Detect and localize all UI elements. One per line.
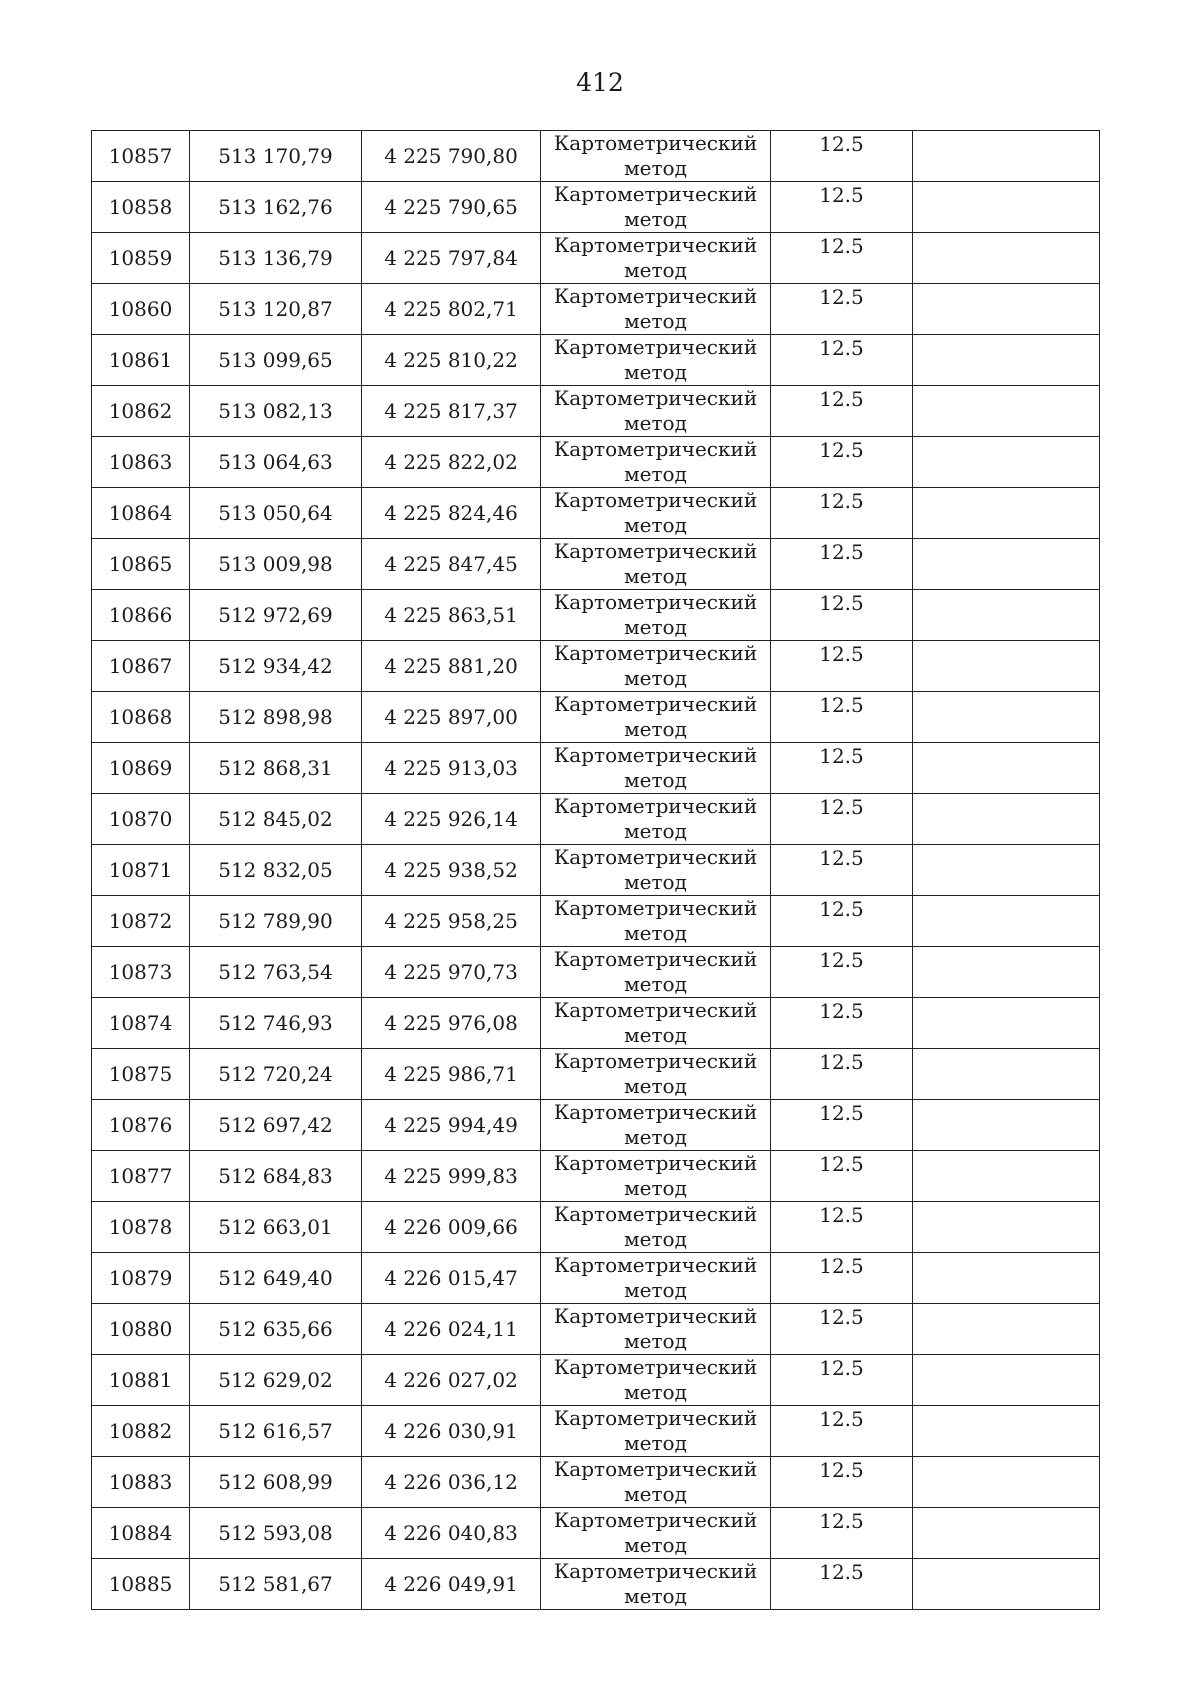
- method-line-2: метод: [624, 513, 687, 537]
- method-line-2: метод: [624, 1482, 687, 1506]
- accuracy-cell: 12.5: [771, 794, 913, 845]
- point-number-cell: 10876: [92, 1100, 190, 1151]
- method-line-1: Картометрический: [553, 437, 758, 461]
- method-line-1: Картометрический: [553, 1355, 758, 1379]
- point-number-cell: 10872: [92, 896, 190, 947]
- method-line-2: метод: [624, 360, 687, 384]
- method-line-1: Картометрический: [553, 1151, 758, 1175]
- method-cell: [541, 692, 771, 743]
- y-coordinate-cell: 4 225 958,25: [362, 896, 541, 947]
- point-number-cell: 10861: [92, 335, 190, 386]
- method-line-1: Картометрический: [553, 1559, 758, 1583]
- method-line-2: метод: [624, 1431, 687, 1455]
- method-line-1: Картометрический: [553, 182, 758, 206]
- note-cell: [913, 1457, 1100, 1508]
- x-coordinate-cell: 512 616,57: [190, 1406, 362, 1457]
- method-line-2: метод: [624, 1125, 687, 1149]
- y-coordinate-cell: 4 225 938,52: [362, 845, 541, 896]
- x-coordinate-cell: 513 136,79: [190, 233, 362, 284]
- table-row: [92, 641, 1100, 692]
- x-coordinate-cell: 513 162,76: [190, 182, 362, 233]
- table-row: [92, 743, 1100, 794]
- accuracy-cell: 12.5: [771, 539, 913, 590]
- table-row: [92, 1355, 1100, 1406]
- point-number-cell: 10873: [92, 947, 190, 998]
- method-line-1: Картометрический: [553, 641, 758, 665]
- method-line-2: метод: [624, 207, 687, 231]
- y-coordinate-cell: 4 225 881,20: [362, 641, 541, 692]
- point-number-cell: 10869: [92, 743, 190, 794]
- y-coordinate-cell: 4 226 030,91: [362, 1406, 541, 1457]
- accuracy-cell: 12.5: [771, 998, 913, 1049]
- page-number: 412: [576, 68, 624, 97]
- method-line-2: метод: [624, 258, 687, 282]
- x-coordinate-cell: 512 608,99: [190, 1457, 362, 1508]
- table-row: [92, 1151, 1100, 1202]
- method-line-1: Картометрический: [553, 233, 758, 257]
- table-row: [92, 1406, 1100, 1457]
- x-coordinate-cell: 512 868,31: [190, 743, 362, 794]
- x-coordinate-cell: 512 898,98: [190, 692, 362, 743]
- method-line-2: метод: [624, 1584, 687, 1608]
- method-line-2: метод: [624, 819, 687, 843]
- method-line-1: Картометрический: [553, 590, 758, 614]
- table-row: [92, 1100, 1100, 1151]
- method-line-2: метод: [624, 156, 687, 180]
- method-line-1: Картометрический: [553, 1457, 758, 1481]
- note-cell: [913, 1100, 1100, 1151]
- note-cell: [913, 1559, 1100, 1610]
- table-row: [92, 590, 1100, 641]
- point-number-cell: 10885: [92, 1559, 190, 1610]
- accuracy-cell: 12.5: [771, 131, 913, 182]
- point-number-cell: 10862: [92, 386, 190, 437]
- method-line-2: метод: [624, 411, 687, 435]
- method-line-1: Картометрический: [553, 743, 758, 767]
- table-row: [92, 947, 1100, 998]
- table-row: [92, 335, 1100, 386]
- method-cell: [541, 896, 771, 947]
- note-cell: [913, 437, 1100, 488]
- table-row: [92, 488, 1100, 539]
- method-cell: [541, 1508, 771, 1559]
- method-line-1: Картометрический: [553, 1100, 758, 1124]
- method-cell: [541, 335, 771, 386]
- y-coordinate-cell: 4 225 847,45: [362, 539, 541, 590]
- y-coordinate-cell: 4 225 926,14: [362, 794, 541, 845]
- y-coordinate-cell: 4 225 802,71: [362, 284, 541, 335]
- table-body: [92, 131, 1100, 1610]
- table-row: [92, 539, 1100, 590]
- method-line-2: метод: [624, 309, 687, 333]
- x-coordinate-cell: 513 082,13: [190, 386, 362, 437]
- x-coordinate-cell: 512 593,08: [190, 1508, 362, 1559]
- method-cell: [541, 1457, 771, 1508]
- accuracy-cell: 12.5: [771, 1559, 913, 1610]
- method-cell: [541, 437, 771, 488]
- point-number-cell: 10882: [92, 1406, 190, 1457]
- y-coordinate-cell: 4 226 040,83: [362, 1508, 541, 1559]
- method-line-2: метод: [624, 1380, 687, 1404]
- point-number-cell: 10864: [92, 488, 190, 539]
- point-number-cell: 10871: [92, 845, 190, 896]
- method-line-1: Картометрический: [553, 794, 758, 818]
- y-coordinate-cell: 4 225 810,22: [362, 335, 541, 386]
- table-row: [92, 1508, 1100, 1559]
- table-row: [92, 1253, 1100, 1304]
- method-cell: [541, 1355, 771, 1406]
- note-cell: [913, 590, 1100, 641]
- point-number-cell: 10866: [92, 590, 190, 641]
- table-row: [92, 131, 1100, 182]
- y-coordinate-cell: 4 225 790,65: [362, 182, 541, 233]
- note-cell: [913, 1355, 1100, 1406]
- method-cell: [541, 998, 771, 1049]
- accuracy-cell: 12.5: [771, 896, 913, 947]
- note-cell: [913, 947, 1100, 998]
- method-cell: [541, 590, 771, 641]
- method-line-1: Картометрический: [553, 845, 758, 869]
- x-coordinate-cell: 512 789,90: [190, 896, 362, 947]
- point-number-cell: 10868: [92, 692, 190, 743]
- note-cell: [913, 182, 1100, 233]
- method-line-2: метод: [624, 666, 687, 690]
- method-cell: [541, 1559, 771, 1610]
- note-cell: [913, 1151, 1100, 1202]
- note-cell: [913, 488, 1100, 539]
- x-coordinate-cell: 513 099,65: [190, 335, 362, 386]
- accuracy-cell: 12.5: [771, 1253, 913, 1304]
- y-coordinate-cell: 4 225 817,37: [362, 386, 541, 437]
- x-coordinate-cell: 512 763,54: [190, 947, 362, 998]
- point-number-cell: 10877: [92, 1151, 190, 1202]
- method-line-2: метод: [624, 768, 687, 792]
- y-coordinate-cell: 4 226 049,91: [362, 1559, 541, 1610]
- accuracy-cell: 12.5: [771, 284, 913, 335]
- x-coordinate-cell: 513 170,79: [190, 131, 362, 182]
- y-coordinate-cell: 4 226 036,12: [362, 1457, 541, 1508]
- method-line-1: Картометрический: [553, 1049, 758, 1073]
- accuracy-cell: 12.5: [771, 845, 913, 896]
- point-number-cell: 10867: [92, 641, 190, 692]
- table-row: [92, 1049, 1100, 1100]
- table-row: [92, 182, 1100, 233]
- x-coordinate-cell: 513 120,87: [190, 284, 362, 335]
- table-row: [92, 896, 1100, 947]
- method-line-1: Картометрический: [553, 284, 758, 308]
- method-line-2: метод: [624, 1176, 687, 1200]
- method-cell: [541, 1406, 771, 1457]
- note-cell: [913, 1202, 1100, 1253]
- x-coordinate-cell: 512 629,02: [190, 1355, 362, 1406]
- note-cell: [913, 233, 1100, 284]
- accuracy-cell: 12.5: [771, 1304, 913, 1355]
- table-row: [92, 1457, 1100, 1508]
- point-number-cell: 10883: [92, 1457, 190, 1508]
- y-coordinate-cell: 4 225 822,02: [362, 437, 541, 488]
- method-line-1: Картометрический: [553, 1508, 758, 1532]
- note-cell: [913, 743, 1100, 794]
- note-cell: [913, 1049, 1100, 1100]
- accuracy-cell: 12.5: [771, 1406, 913, 1457]
- note-cell: [913, 1508, 1100, 1559]
- accuracy-cell: 12.5: [771, 743, 913, 794]
- method-line-2: метод: [624, 1278, 687, 1302]
- accuracy-cell: 12.5: [771, 692, 913, 743]
- accuracy-cell: 12.5: [771, 1100, 913, 1151]
- x-coordinate-cell: 512 697,42: [190, 1100, 362, 1151]
- method-cell: [541, 1049, 771, 1100]
- accuracy-cell: 12.5: [771, 1457, 913, 1508]
- accuracy-cell: 12.5: [771, 233, 913, 284]
- method-line-2: метод: [624, 1329, 687, 1353]
- x-coordinate-cell: 512 663,01: [190, 1202, 362, 1253]
- x-coordinate-cell: 513 064,63: [190, 437, 362, 488]
- table-row: [92, 1559, 1100, 1610]
- note-cell: [913, 896, 1100, 947]
- accuracy-cell: 12.5: [771, 386, 913, 437]
- table-row: [92, 386, 1100, 437]
- accuracy-cell: 12.5: [771, 1151, 913, 1202]
- point-number-cell: 10857: [92, 131, 190, 182]
- table-row: [92, 437, 1100, 488]
- method-line-2: метод: [624, 564, 687, 588]
- x-coordinate-cell: 512 746,93: [190, 998, 362, 1049]
- method-line-1: Картометрический: [553, 998, 758, 1022]
- method-line-1: Картометрический: [553, 539, 758, 563]
- method-line-2: метод: [624, 717, 687, 741]
- y-coordinate-cell: 4 225 999,83: [362, 1151, 541, 1202]
- method-cell: [541, 233, 771, 284]
- y-coordinate-cell: 4 226 015,47: [362, 1253, 541, 1304]
- y-coordinate-cell: 4 225 863,51: [362, 590, 541, 641]
- method-cell: [541, 1304, 771, 1355]
- y-coordinate-cell: 4 225 913,03: [362, 743, 541, 794]
- accuracy-cell: 12.5: [771, 1202, 913, 1253]
- note-cell: [913, 1406, 1100, 1457]
- point-number-cell: 10865: [92, 539, 190, 590]
- note-cell: [913, 1304, 1100, 1355]
- accuracy-cell: 12.5: [771, 947, 913, 998]
- method-line-2: метод: [624, 870, 687, 894]
- method-cell: [541, 1253, 771, 1304]
- point-number-cell: 10884: [92, 1508, 190, 1559]
- method-line-1: Картометрический: [553, 896, 758, 920]
- point-number-cell: 10879: [92, 1253, 190, 1304]
- x-coordinate-cell: 512 934,42: [190, 641, 362, 692]
- note-cell: [913, 284, 1100, 335]
- method-cell: [541, 284, 771, 335]
- table-row: [92, 284, 1100, 335]
- method-cell: [541, 488, 771, 539]
- method-line-2: метод: [624, 1023, 687, 1047]
- x-coordinate-cell: 512 581,67: [190, 1559, 362, 1610]
- accuracy-cell: 12.5: [771, 1355, 913, 1406]
- point-number-cell: 10881: [92, 1355, 190, 1406]
- y-coordinate-cell: 4 225 824,46: [362, 488, 541, 539]
- point-number-cell: 10858: [92, 182, 190, 233]
- accuracy-cell: 12.5: [771, 1508, 913, 1559]
- point-number-cell: 10870: [92, 794, 190, 845]
- method-line-1: Картометрический: [553, 947, 758, 971]
- method-cell: [541, 794, 771, 845]
- method-cell: [541, 743, 771, 794]
- y-coordinate-cell: 4 226 024,11: [362, 1304, 541, 1355]
- x-coordinate-cell: 512 720,24: [190, 1049, 362, 1100]
- note-cell: [913, 845, 1100, 896]
- x-coordinate-cell: 512 972,69: [190, 590, 362, 641]
- accuracy-cell: 12.5: [771, 182, 913, 233]
- y-coordinate-cell: 4 225 986,71: [362, 1049, 541, 1100]
- table-row: [92, 845, 1100, 896]
- x-coordinate-cell: 512 684,83: [190, 1151, 362, 1202]
- note-cell: [913, 641, 1100, 692]
- method-line-1: Картометрический: [553, 1304, 758, 1328]
- method-line-1: Картометрический: [553, 131, 758, 155]
- note-cell: [913, 539, 1100, 590]
- accuracy-cell: 12.5: [771, 437, 913, 488]
- x-coordinate-cell: 512 832,05: [190, 845, 362, 896]
- method-cell: [541, 182, 771, 233]
- table-row: [92, 1304, 1100, 1355]
- x-coordinate-cell: 512 845,02: [190, 794, 362, 845]
- y-coordinate-cell: 4 225 976,08: [362, 998, 541, 1049]
- method-line-2: метод: [624, 972, 687, 996]
- method-line-1: Картометрический: [553, 1406, 758, 1430]
- y-coordinate-cell: 4 225 897,00: [362, 692, 541, 743]
- method-cell: [541, 1100, 771, 1151]
- note-cell: [913, 386, 1100, 437]
- method-line-2: метод: [624, 462, 687, 486]
- table-row: [92, 1202, 1100, 1253]
- method-cell: [541, 539, 771, 590]
- point-number-cell: 10863: [92, 437, 190, 488]
- y-coordinate-cell: 4 226 027,02: [362, 1355, 541, 1406]
- point-number-cell: 10878: [92, 1202, 190, 1253]
- note-cell: [913, 692, 1100, 743]
- method-line-1: Картометрический: [553, 692, 758, 716]
- accuracy-cell: 12.5: [771, 335, 913, 386]
- method-cell: [541, 845, 771, 896]
- method-line-1: Картометрический: [553, 335, 758, 359]
- note-cell: [913, 131, 1100, 182]
- y-coordinate-cell: 4 225 790,80: [362, 131, 541, 182]
- point-number-cell: 10880: [92, 1304, 190, 1355]
- method-cell: [541, 386, 771, 437]
- method-line-2: метод: [624, 615, 687, 639]
- method-cell: [541, 1202, 771, 1253]
- note-cell: [913, 1253, 1100, 1304]
- method-cell: [541, 641, 771, 692]
- table-row: [92, 794, 1100, 845]
- coordinates-table: [91, 130, 1100, 1610]
- method-cell: [541, 947, 771, 998]
- table-row: [92, 233, 1100, 284]
- method-line-1: Картометрический: [553, 386, 758, 410]
- method-line-2: метод: [624, 1533, 687, 1557]
- method-line-1: Картометрический: [553, 1202, 758, 1226]
- method-line-2: метод: [624, 1227, 687, 1251]
- table-row: [92, 692, 1100, 743]
- point-number-cell: 10874: [92, 998, 190, 1049]
- method-line-2: метод: [624, 1074, 687, 1098]
- y-coordinate-cell: 4 226 009,66: [362, 1202, 541, 1253]
- method-line-1: Картометрический: [553, 488, 758, 512]
- x-coordinate-cell: 512 649,40: [190, 1253, 362, 1304]
- accuracy-cell: 12.5: [771, 590, 913, 641]
- method-cell: [541, 1151, 771, 1202]
- y-coordinate-cell: 4 225 797,84: [362, 233, 541, 284]
- point-number-cell: 10860: [92, 284, 190, 335]
- table-row: [92, 998, 1100, 1049]
- method-line-2: метод: [624, 921, 687, 945]
- x-coordinate-cell: 513 050,64: [190, 488, 362, 539]
- y-coordinate-cell: 4 225 994,49: [362, 1100, 541, 1151]
- method-line-1: Картометрический: [553, 1253, 758, 1277]
- accuracy-cell: 12.5: [771, 488, 913, 539]
- y-coordinate-cell: 4 225 970,73: [362, 947, 541, 998]
- accuracy-cell: 12.5: [771, 641, 913, 692]
- point-number-cell: 10859: [92, 233, 190, 284]
- note-cell: [913, 794, 1100, 845]
- point-number-cell: 10875: [92, 1049, 190, 1100]
- note-cell: [913, 335, 1100, 386]
- accuracy-cell: 12.5: [771, 1049, 913, 1100]
- note-cell: [913, 998, 1100, 1049]
- method-cell: [541, 131, 771, 182]
- x-coordinate-cell: 512 635,66: [190, 1304, 362, 1355]
- x-coordinate-cell: 513 009,98: [190, 539, 362, 590]
